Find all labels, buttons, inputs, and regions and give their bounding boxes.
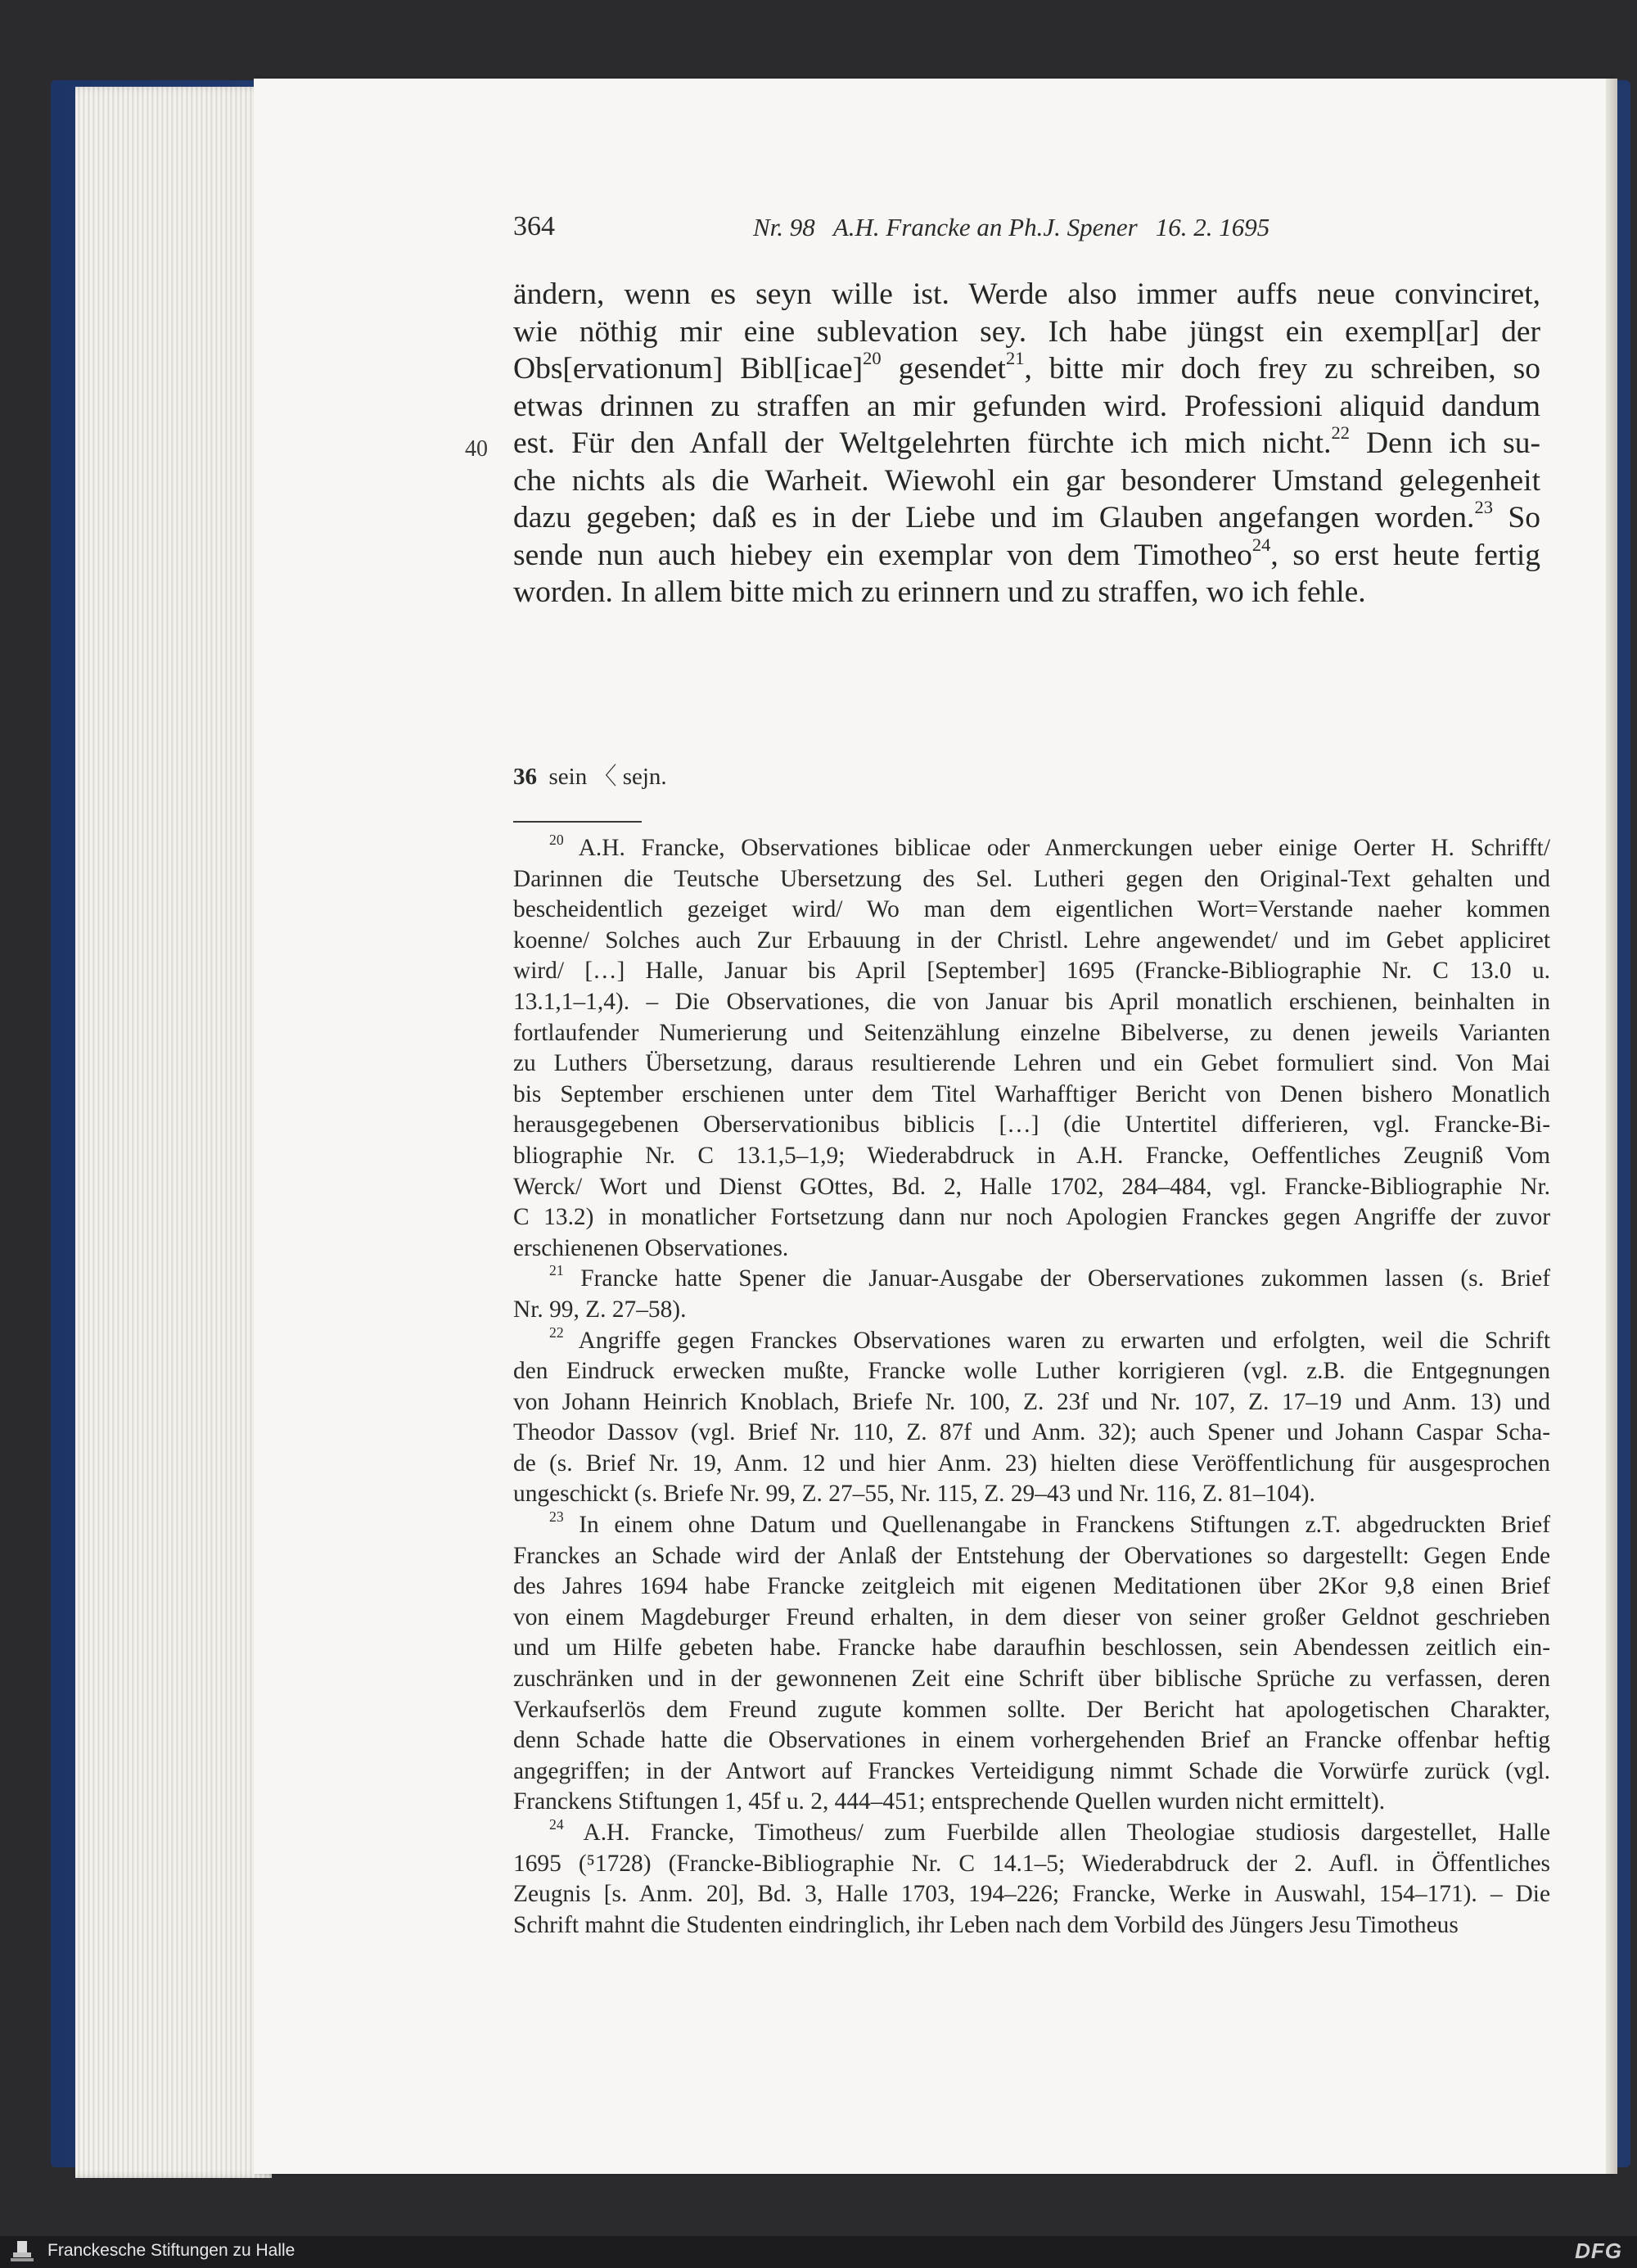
footnote-line: Zeugnis [s. Anm. 20], Bd. 3, Halle 1703, 194–226; Francke, Werke in Auswahl, 154–171). – Die	[513, 1881, 1550, 1908]
footnote-line: von einem Magdeburger Freund erhalten, in dem dieser von seiner großer Geldnot geschrieben	[513, 1603, 1550, 1630]
footnote-line: $^{20}$ A.H. Francke, Observationes biblicae oder Anmerckungen ueber einige Oerter H. Schrifft/	[549, 831, 1550, 861]
apparatus-entry: sein 〈 sejn.	[548, 764, 667, 790]
text-line: ändern, wenn es seyn wille ist. Werde also immer auffs neue convinciret,	[513, 277, 1540, 311]
page-stack	[75, 87, 272, 2178]
institution-name: Franckesche Stiftungen zu Halle	[47, 2241, 295, 2260]
footnote	[513, 1815, 1550, 1941]
footnote-ref: 21	[1005, 348, 1025, 369]
footnote-line: bescheidentlich gezeiget wird/ Wo man dem eigentlichen Wort=Verstande naeher kommen	[513, 896, 1550, 923]
footnote-number: 20	[549, 831, 564, 848]
footnote-line: den Eindruck erwecken mußte, Francke wolle Luther korrigieren (vgl. z.B. die Entgegnungen	[513, 1358, 1550, 1385]
footnote-line: $^{22}$ Angriffe gegen Franckes Observationes waren zu erwarten und erfolgten, weil die Schrift	[549, 1323, 1550, 1354]
footnote-ref: 22	[1331, 422, 1350, 444]
footnote-line: Franckes an Schade wird der Anlaß der Entstehung der Obervationes so dargestellt: Gegen Ende	[513, 1542, 1550, 1569]
footnote-line: ungeschickt (s. Briefe Nr. 99, Z. 27–55, Nr. 115, Z. 29–43 und Nr. 116, Z. 81–104).	[513, 1481, 1315, 1508]
text-line: sende nun auch hiebey ein exemplar von dem Timotheo$^{24}$, so erst heute fertig	[513, 534, 1540, 572]
page-number: 364	[513, 211, 555, 241]
text-line: Obs[ervationum] Bibl[icae]$^{20}$ gesendet$^{21}$, bitte mir doch frey zu schreiben, so	[513, 348, 1540, 386]
footnote-line: fortlaufender Numerierung und Seitenzählung einzelne Bibelverse, zu denen jeweils Varianten	[513, 1019, 1550, 1046]
footnote-line: zu Luthers Übersetzung, daraus resultierende Lehren und ein Gebet formuliert sind. Von Mai	[513, 1050, 1550, 1077]
apparatus-line-ref: 36	[513, 764, 537, 790]
footnote-line: Franckens Stiftungen 1, 45f u. 2, 444–451; entsprechende Quellen wurden nicht ermittelt).	[513, 1788, 1386, 1815]
footnote-rule	[513, 821, 642, 823]
page-edge	[1606, 79, 1617, 2174]
viewer-footer	[0, 2236, 1637, 2268]
footnote-line: erschienenen Observationes.	[513, 1234, 789, 1261]
footnote-line: von Johann Heinrich Knoblach, Briefe Nr. 100, Z. 23f und Nr. 107, Z. 17–19 und Anm. 13) und	[513, 1388, 1550, 1415]
footnote-number: 21	[549, 1262, 564, 1279]
text-line: dazu gegeben; daß es in der Liebe und im Glauben angefangen worden.$^{23}$ So	[513, 497, 1540, 534]
footnote-line: Schrift mahnt die Studenten eindringlich, ihr Leben nach dem Vorbild des Jüngers Jesu Timotheus	[513, 1911, 1459, 1938]
footnotes	[513, 833, 1550, 1941]
footnote-line: herausgegebenen Oberservationibus biblicis […] (die Untertitel differieren, vgl. Francke-Bi-	[513, 1111, 1550, 1139]
text-line: est. Für den Anfall der Weltgelehrten fürchte ich mich nicht.$^{22}$ Denn ich su-	[513, 422, 1540, 460]
footnote-line: Verkaufserlös dem Freund zugute kommen sollte. Der Bericht hat apologetischen Charakter,	[513, 1696, 1550, 1723]
footnote-line: und um Hilfe gebeten habe. Francke habe daraufhin beschlossen, sein Abendessen zeitlich ein-	[513, 1634, 1550, 1662]
footnote-line: angegriffen; in der Antwort auf Franckes Verteidigung nimmt Schade die Vorwürfe zurück (vgl.	[513, 1757, 1550, 1784]
footnote-line: koenne/ Solches auch Zur Erbauung in der Christl. Lehre angewendet/ und im Gebet appliciret	[513, 927, 1550, 954]
footnote	[513, 1510, 1550, 1818]
footnote-ref: 24	[1251, 534, 1271, 555]
dfg-logo: DFG	[1575, 2239, 1622, 2263]
running-head	[513, 211, 1545, 247]
footnote-line: Theodor Dassov (vgl. Brief Nr. 110, Z. 87f und Anm. 32); auch Spener und Johann Caspar Scha-	[513, 1419, 1550, 1446]
footnote-number: 22	[549, 1323, 564, 1341]
text-line: worden. In allem bitte mich zu erinnern und zu straffen, wo ich fehle.	[513, 575, 1366, 609]
footnote-line: $^{23}$ In einem ohne Datum und Quellenangabe in Franckens Stiftungen z.T. abgedruckten Brief	[549, 1508, 1550, 1539]
footnote-line: $^{24}$ A.H. Francke, Timotheus/ zum Fuerbilde allen Theologiae studiosis dargestellet, Halle	[549, 1815, 1550, 1846]
footnote-ref: 20	[863, 348, 882, 369]
footnote-ref: 23	[1474, 497, 1493, 518]
footnote-number: 23	[549, 1508, 564, 1525]
correspondents: A.H. Francke an Ph.J. Spener	[832, 213, 1138, 241]
footnote-line: bliographie Nr. C 13.1,5–1,9; Wiederabdruck in A.H. Francke, Oeffentliches Zeugniß Vom	[513, 1142, 1550, 1169]
footnote-number: 24	[549, 1815, 564, 1833]
footnote	[513, 833, 1550, 1264]
footnote-line: bis September erschienen unter dem Titel Warhafftiger Bericht von Denen bishero Monatlich	[513, 1080, 1550, 1107]
institution-logo-icon	[8, 2239, 36, 2264]
footnote	[513, 1323, 1550, 1511]
footnote-line: Werck/ Wort und Dienst GOttes, Bd. 2, Halle 1702, 284–484, vgl. Francke-Bibliographie Nr.	[513, 1173, 1550, 1200]
text-line: che nichts als die Warheit. Wiewohl ein gar besonderer Umstand gelegenheit	[513, 463, 1540, 498]
footnote-line: de (s. Brief Nr. 19, Anm. 12 und hier Anm. 23) hielten diese Veröffentlichung für ausgesprochen	[513, 1450, 1550, 1477]
footnote-line: Darinnen die Teutsche Ubersetzung des Sel. Lutheri gegen den Original-Text gehalten und	[513, 865, 1550, 892]
line-number: 40	[465, 436, 488, 462]
running-title	[753, 213, 1288, 242]
footnote-line: C 13.2) in monatlicher Fortsetzung dann nur noch Apologien Franckes gegen Angriffe der zuvor	[513, 1204, 1550, 1231]
footnote-line: $^{21}$ Francke hatte Spener die Januar-Ausgabe der Oberservationes zukommen lassen (s. Brief	[549, 1262, 1550, 1292]
letter-number: Nr. 98	[753, 213, 815, 241]
text-apparatus	[513, 758, 1540, 791]
letter-text	[513, 276, 1540, 611]
letter-date: 16. 2. 1695	[1155, 213, 1270, 241]
footnote-line: des Jahres 1694 habe Francke zeitgleich mit eigenen Meditationen über 2Kor 9,8 einen Brief	[513, 1573, 1550, 1600]
footnote-line: 1695 (⁵1728) (Francke-Bibliographie Nr. C 14.1–5; Wiederabdruck der 2. Aufl. in Öffentliches	[513, 1850, 1550, 1877]
footnote-line: 13.1,1–1,4). – Die Observationes, die von Januar bis April monatlich erschienen, beinhalten in	[513, 988, 1550, 1015]
text-line: etwas drinnen zu straffen an mir gefunden wird. Professioni aliquid dandum	[513, 389, 1540, 423]
footnote-line: zuschränken und in der gewonnenen Zeit eine Schrift über biblische Sprüche zu verfassen, deren	[513, 1666, 1550, 1693]
footnote-line: wird/ […] Halle, Januar bis April [September] 1695 (Francke-Bibliographie Nr. C 13.0 u.	[513, 958, 1550, 985]
footnote	[513, 1264, 1550, 1325]
footnote-line: denn Schade hatte die Observationes in einem vorhergehenden Brief an Francke offenbar heftig	[513, 1727, 1550, 1754]
footnote-line: Nr. 99, Z. 27–58).	[513, 1296, 687, 1323]
text-line: wie nöthig mir eine sublevation sey. Ich habe jüngst ein exempl[ar] der	[513, 314, 1540, 349]
